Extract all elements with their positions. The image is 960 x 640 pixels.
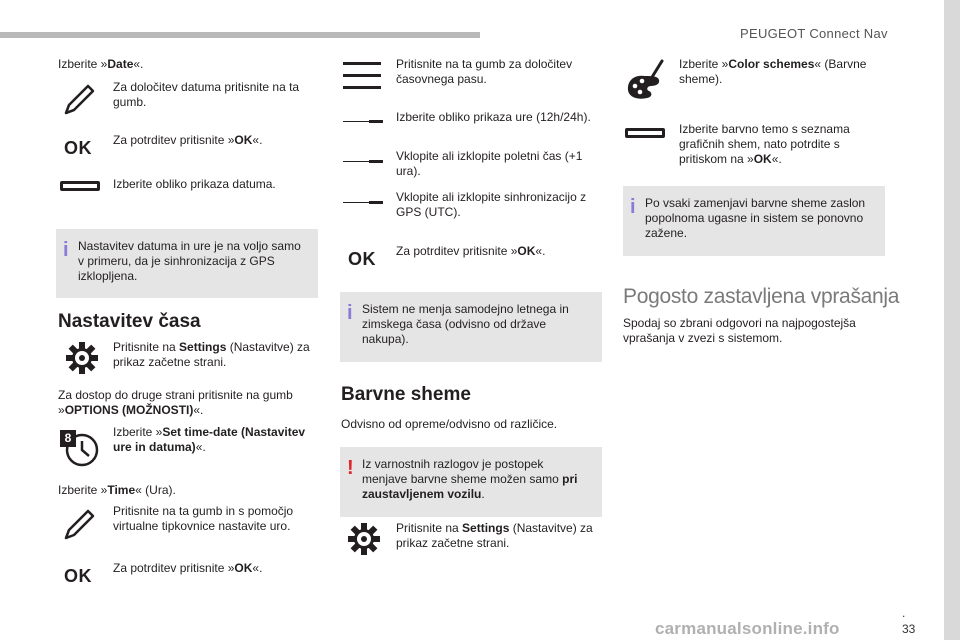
- section-title-color: Barvne sheme: [341, 384, 471, 405]
- clock-format-step: Izberite obliko prikaza ure (12h/24h).: [396, 110, 591, 124]
- theme-list-button-icon: [625, 128, 665, 138]
- faq-intro: Spodaj so zbrani odgovori na najpogostejša vprašanja v zvezi s sistemom.: [623, 316, 856, 345]
- options-step: Za dostop do druge strani pritisnite na gumb »OPTIONS (MOŽNOSTI)«.: [58, 388, 293, 417]
- palette-brush-icon: [625, 58, 665, 102]
- time-step: Izberite »Time« (Ura).: [58, 483, 176, 497]
- header-title: PEUGEOT Connect Nav: [740, 26, 888, 41]
- info-icon-2: i: [347, 302, 353, 324]
- info-note-restart: i Po vsaki zamenjavi barvne sheme zaslon popolnoma ugasne in sistem se ponovno zažene.: [623, 186, 885, 256]
- info-icon-3: i: [630, 196, 636, 218]
- toggle-line-icon: [343, 120, 383, 124]
- warning-icon: !: [347, 457, 354, 479]
- ok-step: Za potrditev pritisnite »OK«.: [113, 133, 263, 147]
- watermark: carmanualsonline.info: [655, 619, 840, 638]
- color-intro: Odvisno od opreme/odvisno od različice.: [341, 417, 558, 431]
- settings-gear-icon: [65, 341, 99, 375]
- gps-sync-step: Vklopite ali izklopite sinhronizacijo z GPS (UTC).: [396, 190, 587, 219]
- ok-icon: OK: [64, 138, 92, 158]
- info-icon: i: [63, 239, 69, 261]
- clock-8-icon: [60, 430, 100, 468]
- set-time-date-step: Izberite »Set time-date (Nastavitev ure in datuma)«.: [113, 425, 306, 454]
- info-note-gps: i Nastavitev datuma in ure je na voljo samo v primeru, da je sinhronizacija z GPS izklopljena.: [56, 229, 318, 298]
- date-format-step: Izberite obliko prikaza datuma.: [113, 177, 276, 191]
- dst-step: Vklopite ali izklopite poletni čas (+1 ura).: [396, 149, 583, 178]
- ok-icon-2: OK: [64, 566, 92, 586]
- pencil-icon: [62, 83, 96, 117]
- warning-note: ! Iz varnostnih razlogov je postopek menjave barvne sheme možen samo pri zaustavljenem vozilu.: [340, 447, 602, 517]
- date-format-button-icon: [60, 181, 100, 191]
- pencil-step: Za določitev datuma pritisnite na ta gumb.: [113, 80, 300, 109]
- color-schemes-step: Izberite »Color schemes« (Barvne sheme).: [679, 57, 867, 86]
- timezone-step: Pritisnite na ta gumb za določitev časovnega pasu.: [396, 57, 573, 86]
- header-rule: [0, 32, 480, 38]
- toggle-line-icon-3: [343, 201, 383, 205]
- ok-icon-3: OK: [348, 249, 376, 269]
- pencil-time-step: Pritisnite na ta gumb in s pomočjo virtualne tipkovnice nastavite uro.: [113, 504, 294, 533]
- page-number: . 33: [902, 606, 916, 636]
- section-title-time: Nastavitev časa: [58, 311, 201, 332]
- menu-list-icon: [343, 62, 381, 89]
- settings-step: Pritisnite na Settings (Nastavitve) za prikaz začetne strani.: [113, 340, 310, 369]
- number-badge: 8: [60, 430, 76, 447]
- pencil-icon-2: [62, 508, 96, 542]
- settings-step-2: Pritisnite na Settings (Nastavitve) za prikaz začetne strani.: [396, 521, 593, 550]
- toggle-line-icon-2: [343, 160, 383, 164]
- side-bar: [944, 0, 960, 640]
- faq-title: Pogosto zastavljena vprašanja: [623, 285, 900, 308]
- ok-step-3: Za potrditev pritisnite »OK«.: [396, 244, 546, 258]
- settings-gear-icon-2: [347, 522, 381, 556]
- ok-step-2: Za potrditev pritisnite »OK«.: [113, 561, 263, 575]
- choose-theme-step: Izberite barvno temo s seznama grafičnih shem, nato potrdite s pritiskom na »OK«.: [679, 122, 850, 166]
- info-note-dst: i Sistem ne menja samodejno letnega in zimskega časa (odvisno od države nakupa).: [340, 292, 602, 362]
- date-intro: Izberite »Date«.: [58, 57, 144, 71]
